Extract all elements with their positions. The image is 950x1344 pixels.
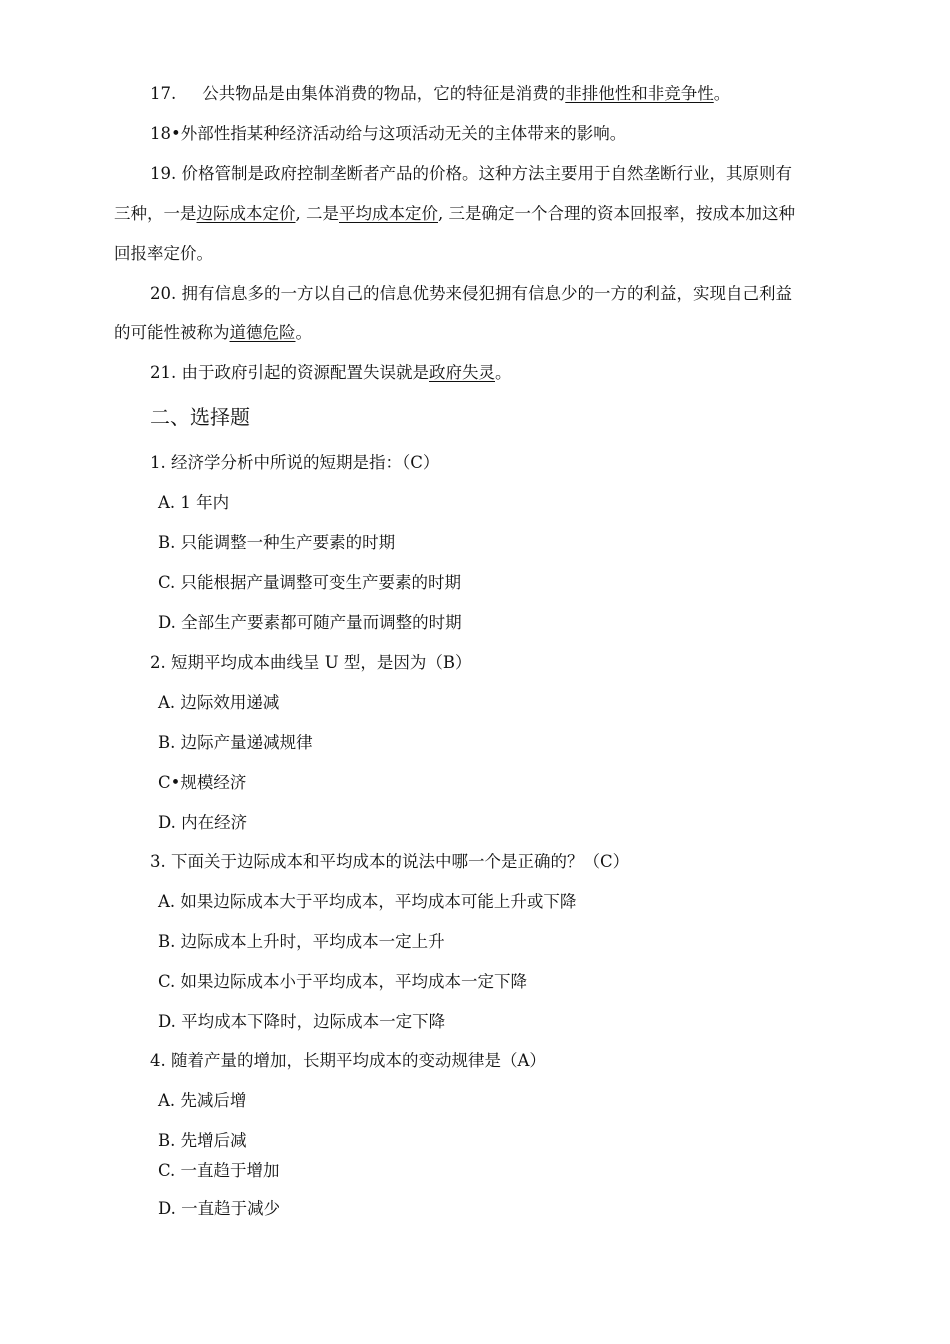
punctuation: 。 xyxy=(495,363,512,382)
question-text: 回报率定价。 xyxy=(114,244,213,263)
choice-2-option-a: A. 边际效用递减 xyxy=(158,693,280,712)
fill-question-19-line-2 xyxy=(114,203,795,225)
choice-4-option-d: D. 一直趋于减少 xyxy=(158,1199,281,1218)
choice-3-option-a: A. 如果边际成本大于平均成本，平均成本可能上升或下降 xyxy=(158,892,577,911)
question-text: 18•外部性指某种经济活动给与这项活动无关的主体带来的影响。 xyxy=(150,124,627,143)
question-text: 的可能性被称为 xyxy=(114,323,230,342)
choice-question-4: 4. 随着产量的增加，长期平均成本的变动规律是（A） xyxy=(150,1051,546,1070)
fill-question-20-line-1 xyxy=(150,283,792,305)
choice-question-1: 1. 经济学分析中所说的短期是指：（C） xyxy=(150,453,440,472)
choice-question-3: 3. 下面关于边际成本和平均成本的说法中哪一个是正确的？（C） xyxy=(150,852,630,871)
choice-1-option-c: C. 只能根据产量调整可变生产要素的时期 xyxy=(158,573,462,592)
choice-4-option-c: C. 一直趋于增加 xyxy=(158,1161,280,1180)
question-text: 21. 由于政府引起的资源配置失误就是 xyxy=(150,363,429,382)
choice-2-option-b: B. 边际产量递减规律 xyxy=(158,733,313,752)
fill-question-21 xyxy=(150,362,512,384)
choice-3-option-c: C. 如果边际成本小于平均成本，平均成本一定下降 xyxy=(158,972,528,991)
choice-question-2: 2. 短期平均成本曲线呈 U 型，是因为（B） xyxy=(150,653,472,672)
question-text: 20. 拥有信息多的一方以自己的信息优势来侵犯拥有信息少的一方的利益，实现自己利益 xyxy=(150,284,792,303)
fill-question-20-line-2 xyxy=(114,322,312,344)
fill-question-17 xyxy=(150,83,730,105)
fill-question-18 xyxy=(150,123,626,145)
answer-underlined: 非排他性和非竞争性 xyxy=(565,84,714,103)
choice-1-option-b: B. 只能调整一种生产要素的时期 xyxy=(158,533,396,552)
choice-4-option-a: A. 先减后增 xyxy=(158,1091,247,1110)
question-number: 17. xyxy=(150,84,177,103)
choice-4-option-b: B. 先增后减 xyxy=(158,1131,247,1150)
answer-underlined: 道德危险 xyxy=(229,323,296,342)
answer-underlined: 平均成本定价 xyxy=(339,204,438,223)
choice-1-option-a: A. 1 年内 xyxy=(158,493,230,512)
question-text: 公共物品是由集体消费的物品，它的特征是消费的 xyxy=(202,84,566,103)
choice-2-option-d: D. 内在经济 xyxy=(158,813,248,832)
choice-1-option-d: D. 全部生产要素都可随产量而调整的时期 xyxy=(158,613,462,632)
choice-3-option-b: B. 边际成本上升时，平均成本一定上升 xyxy=(158,932,445,951)
punctuation: 。 xyxy=(295,323,312,342)
question-text: , 三是确定一个合理的资本回报率，按成本加这种 xyxy=(438,204,795,223)
punctuation: 。 xyxy=(713,84,731,103)
choice-2-option-c: C•规模经济 xyxy=(158,773,247,792)
answer-underlined: 政府失灵 xyxy=(429,363,495,382)
fill-question-19-line-1 xyxy=(150,163,792,185)
fill-question-19-line-3 xyxy=(114,243,213,265)
question-text: , 二是 xyxy=(295,204,339,223)
section-title: 二、选择题 xyxy=(150,405,250,429)
answer-underlined: 边际成本定价 xyxy=(196,204,296,223)
question-text: 三种，一是 xyxy=(114,204,197,223)
question-text: 19. 价格管制是政府控制垄断者产品的价格。这种方法主要用于自然垄断行业，其原则有 xyxy=(150,164,792,183)
choice-3-option-d: D. 平均成本下降时，边际成本一定下降 xyxy=(158,1012,446,1031)
